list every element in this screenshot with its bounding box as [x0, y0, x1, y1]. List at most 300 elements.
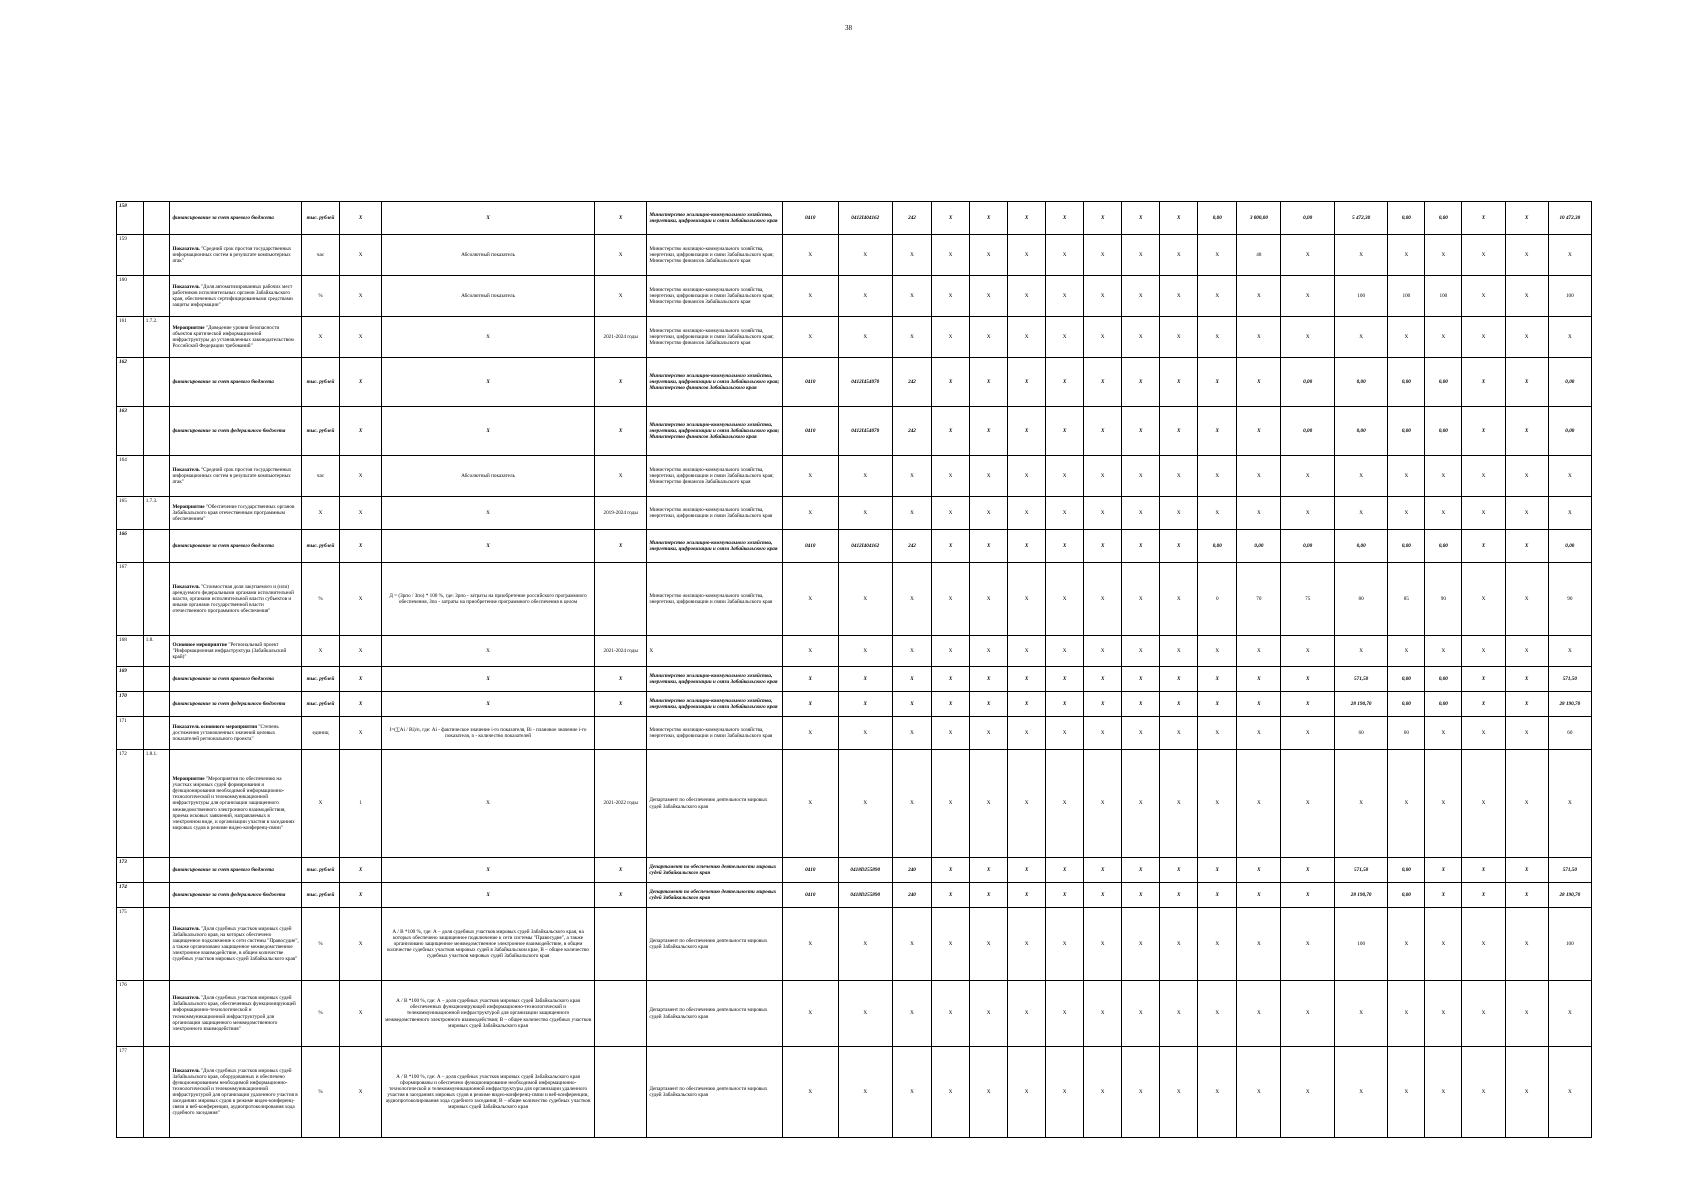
period-cell: Х — [594, 530, 646, 563]
period-cell: 2019-2024 годы — [594, 497, 646, 530]
executor-cell: Министерство жилищно-коммунального хозяйства, энергетики, цифровизации и связи Забайкальского края — [647, 717, 783, 750]
value-cell: Х — [1505, 1047, 1548, 1138]
value-cell: Х — [1505, 981, 1548, 1047]
value-cell: 0,00 — [1198, 202, 1237, 235]
value-cell: 0,00 — [1425, 407, 1462, 456]
method-cell: Х — [382, 317, 595, 358]
value-cell: Х — [1008, 981, 1046, 1047]
value-cell: Х — [1237, 981, 1281, 1047]
value-cell: Х — [1046, 276, 1084, 317]
value-cell: Х — [1505, 456, 1548, 497]
value-cell: Х — [932, 981, 970, 1047]
row-number-cell: 175 — [117, 908, 144, 981]
weight-cell: Х — [340, 563, 382, 636]
table-row — [117, 497, 1592, 530]
row-name-cell — [170, 667, 302, 692]
value-cell: Х — [1198, 1047, 1237, 1138]
executor-cell: Министерство жилищно-коммунального хозяйства, энергетики, цифровизации и связи Забайкальского края; Министерство финансов Забайкальского края — [647, 358, 783, 407]
value-cell: 0,00 — [1281, 530, 1334, 563]
value-cell: Х — [1122, 530, 1160, 563]
method-cell: Х — [382, 407, 595, 456]
weight-cell: Х — [340, 456, 382, 497]
method-cell: Абсолютный показатель — [382, 276, 595, 317]
executor-cell: Департамент по обеспечению деятельности мировых судей Забайкальского края — [647, 981, 783, 1047]
value-cell: Х — [1084, 717, 1122, 750]
method-cell: Х — [382, 692, 595, 717]
value-cell: Х — [970, 202, 1008, 235]
period-cell: Х — [594, 358, 646, 407]
period-cell: 2021-2022 годы — [594, 750, 646, 858]
value-cell: Х — [1425, 858, 1462, 883]
value-cell: Х — [970, 667, 1008, 692]
row-code-cell: 1.8.1. — [143, 750, 170, 858]
period-cell — [594, 1047, 646, 1138]
value-cell: Х — [1198, 717, 1237, 750]
period-cell: 2021-2024 годы — [594, 317, 646, 358]
value-cell: Х — [932, 456, 970, 497]
row-name-cell — [170, 317, 302, 358]
value-cell: 0,00 — [1388, 692, 1425, 717]
value-cell: Х — [1237, 883, 1281, 908]
value-cell: Х — [1281, 692, 1334, 717]
executor-cell: Министерство жилищно-коммунального хозяйства, энергетики, цифровизации и связи Забайкальского края; Министерство финансов Забайкальского края — [647, 456, 783, 497]
value-cell: Х — [1008, 883, 1046, 908]
unit-cell: % — [302, 908, 340, 981]
value-cell: Х — [1160, 717, 1198, 750]
value-cell: Х — [1198, 636, 1237, 667]
value-cell: 0410 — [783, 883, 839, 908]
value-cell: Х — [1198, 883, 1237, 908]
value-cell: Х — [970, 908, 1008, 981]
period-cell: Х — [594, 692, 646, 717]
value-cell: Х — [783, 981, 839, 1047]
value-cell: Х — [1198, 456, 1237, 497]
value-cell: Х — [892, 667, 931, 692]
row-name-text: "Степень достижения установленных значений целевых показателей регионального проекта" — [172, 723, 279, 743]
value-cell: Х — [1160, 530, 1198, 563]
method-cell: А / В *100 %, где: А – доля судебных участков мировых судей Забайкальского края, на которых обеспечено защищенное подключение к сети системы "Правосудие", а также организовано защищенное межведомственное электронное взаимодействие, в общем количестве судебных участков мировых судей в Забайкальском крае, В – общее количество судебных участков мировых судей Забайкальского края — [382, 908, 595, 981]
table-body — [117, 202, 1592, 1138]
value-cell: Х — [1084, 407, 1122, 456]
value-cell: Х — [1462, 407, 1505, 456]
value-cell: Х — [1425, 1047, 1462, 1138]
row-name-cell — [170, 1047, 302, 1138]
weight-cell: Х — [340, 497, 382, 530]
period-cell: Х — [594, 667, 646, 692]
value-cell: Х — [1122, 908, 1160, 981]
value-cell: Х — [1046, 1047, 1084, 1138]
value-cell: Х — [970, 276, 1008, 317]
value-cell: 571,50 — [1334, 858, 1387, 883]
unit-cell: час — [302, 456, 340, 497]
value-cell: Х — [1122, 235, 1160, 276]
value-cell: Х — [932, 407, 970, 456]
value-cell: Х — [932, 717, 970, 750]
value-cell: 100 — [1334, 276, 1387, 317]
row-code-cell — [143, 530, 170, 563]
row-name-cell — [170, 456, 302, 497]
value-cell: Х — [1084, 883, 1122, 908]
table-row — [117, 908, 1592, 981]
value-cell: Х — [970, 981, 1008, 1047]
value-cell: Х — [1008, 692, 1046, 717]
value-cell: Х — [1281, 883, 1334, 908]
value-cell: Х — [970, 883, 1008, 908]
value-cell: Х — [1046, 667, 1084, 692]
value-cell: Х — [1084, 456, 1122, 497]
value-cell: Х — [1425, 750, 1462, 858]
executor-cell: Департамент по обеспечению деятельности мировых судей Забайкальского края — [647, 858, 783, 883]
unit-cell: тыс. рублей — [302, 883, 340, 908]
row-code-cell — [143, 692, 170, 717]
value-cell: 0410 — [783, 202, 839, 235]
value-cell: Х — [1237, 407, 1281, 456]
weight-cell: Х — [340, 667, 382, 692]
value-cell: Х — [892, 563, 931, 636]
value-cell: 48 — [1237, 235, 1281, 276]
row-number-cell: 172 — [117, 750, 144, 858]
value-cell: Х — [1160, 235, 1198, 276]
value-cell: 0410 — [783, 858, 839, 883]
value-cell: 0418D255890 — [838, 858, 892, 883]
row-name-text: "Средний срок простоя государственных информационных систем в результате компьютерных атак" — [172, 466, 292, 486]
value-cell: Х — [1198, 908, 1237, 981]
value-cell: Х — [1462, 276, 1505, 317]
value-cell: Х — [1122, 202, 1160, 235]
value-cell: Х — [1122, 883, 1160, 908]
value-cell: Х — [1046, 358, 1084, 407]
value-cell: Х — [1237, 636, 1281, 667]
value-cell: Х — [970, 717, 1008, 750]
value-cell: Х — [1046, 407, 1084, 456]
value-cell: Х — [970, 636, 1008, 667]
value-cell: Х — [1334, 750, 1387, 858]
method-cell: А / В *100 %, где: А – доля судебных участков мировых судей Забайкальского края обеспеченных функционирующей информационно-технологической и телекоммуникационной инфраструктурой для организации защищенного межведомственного электронного взаимодействия; В – общее количество судебных участков мировых судей Забайкальского края — [382, 981, 595, 1047]
row-label: Показатель — [172, 1067, 200, 1074]
method-cell: Х — [382, 530, 595, 563]
value-cell: Х — [1505, 750, 1548, 858]
value-cell: Х — [838, 717, 892, 750]
value-cell: Х — [1505, 235, 1548, 276]
value-cell: Х — [1160, 202, 1198, 235]
row-name-text: "Мероприятия по обеспечению на участках мировых судей формирования и функционирования необходимой информационно-технологической и телекоммуникационной инфраструктуры для организации защищенного межведомственного электронного взаимодействия, приема исковых заявлений, направляемых в электронном виде, и организации участия в заседаниях мировых судов в режиме видео-конференц-связи" — [172, 775, 295, 831]
value-cell: Х — [783, 717, 839, 750]
period-cell: Х — [594, 883, 646, 908]
value-cell: Х — [1046, 497, 1084, 530]
value-cell: Х — [838, 497, 892, 530]
row-number-cell: 161 — [117, 317, 144, 358]
method-cell: Д = (Зрпо / Зпо) * 100 %, где: Зрпо - затраты на приобретение российского программного обеспечения, Зпо - затраты на приобретение программного обеспечения в целом — [382, 563, 595, 636]
row-name-text: финансирование за счет краевого бюджета — [172, 866, 274, 873]
value-cell: Х — [1462, 497, 1505, 530]
row-name-cell — [170, 235, 302, 276]
table-row — [117, 407, 1592, 456]
row-label: Мероприятие — [172, 775, 205, 782]
value-cell: Х — [1425, 317, 1462, 358]
value-cell: Х — [1046, 456, 1084, 497]
table-row — [117, 717, 1592, 750]
row-name-text: финансирование за счет федерального бюджета — [172, 700, 286, 707]
row-name-cell — [170, 636, 302, 667]
value-cell: 0,00 — [1388, 202, 1425, 235]
value-cell: Х — [1046, 235, 1084, 276]
value-cell: Х — [838, 981, 892, 1047]
value-cell: Х — [1237, 358, 1281, 407]
value-cell: Х — [932, 883, 970, 908]
value-cell: Х — [1237, 692, 1281, 717]
row-code-cell: 1.7.2. — [143, 317, 170, 358]
value-cell: Х — [1505, 202, 1548, 235]
value-cell: Х — [1462, 717, 1505, 750]
value-cell: Х — [1462, 667, 1505, 692]
value-cell: Х — [1122, 636, 1160, 667]
weight-cell: Х — [340, 858, 382, 883]
table-row — [117, 667, 1592, 692]
executor-cell: Департамент по обеспечению деятельности мировых судей Забайкальского края — [647, 908, 783, 981]
value-cell: 571,50 — [1548, 858, 1591, 883]
value-cell: Х — [1462, 692, 1505, 717]
weight-cell: Х — [340, 692, 382, 717]
value-cell: 0,00 — [1334, 530, 1387, 563]
row-name-cell — [170, 497, 302, 530]
value-cell: Х — [892, 692, 931, 717]
value-cell: 0,00 — [1388, 530, 1425, 563]
period-cell — [594, 981, 646, 1047]
value-cell: 100 — [1548, 276, 1591, 317]
value-cell: Х — [1388, 235, 1425, 276]
row-number-cell: 169 — [117, 667, 144, 692]
period-cell: Х — [594, 202, 646, 235]
value-cell: Х — [1198, 276, 1237, 317]
value-cell: Х — [1548, 1047, 1591, 1138]
value-cell: Х — [1388, 317, 1425, 358]
value-cell: 0412I404162 — [838, 530, 892, 563]
value-cell: Х — [932, 563, 970, 636]
value-cell: Х — [783, 235, 839, 276]
executor-cell: Министерство жилищно-коммунального хозяйства, энергетики, цифровизации и связи Забайкальского края; Министерство финансов Забайкальского края — [647, 235, 783, 276]
value-cell: Х — [1462, 750, 1505, 858]
unit-cell: тыс. рублей — [302, 407, 340, 456]
value-cell: 0,00 — [1281, 358, 1334, 407]
value-cell: Х — [783, 276, 839, 317]
value-cell: Х — [1237, 750, 1281, 858]
row-number-cell: 158 — [117, 202, 144, 235]
value-cell: 3 000,00 — [1237, 202, 1281, 235]
value-cell: Х — [970, 317, 1008, 358]
value-cell: Х — [1084, 497, 1122, 530]
value-cell: 0,00 — [1548, 407, 1591, 456]
value-cell: Х — [970, 692, 1008, 717]
row-name-cell — [170, 407, 302, 456]
value-cell: 571,50 — [1334, 667, 1387, 692]
method-cell: Абсолютный показатель — [382, 235, 595, 276]
table-row — [117, 750, 1592, 858]
row-name-cell — [170, 750, 302, 858]
executor-cell: Министерство жилищно-коммунального хозяйства, энергетики, цифровизации и связи Забайкальского края — [647, 497, 783, 530]
value-cell: Х — [1281, 981, 1334, 1047]
value-cell: Х — [1237, 497, 1281, 530]
value-cell: Х — [1122, 317, 1160, 358]
program-table — [116, 201, 1592, 1138]
weight-cell: Х — [340, 883, 382, 908]
value-cell: Х — [783, 908, 839, 981]
value-cell: Х — [1462, 530, 1505, 563]
row-name-text: финансирование за счет краевого бюджета — [172, 675, 274, 682]
value-cell: Х — [1084, 981, 1122, 1047]
value-cell: Х — [1084, 276, 1122, 317]
row-number-cell: 166 — [117, 530, 144, 563]
row-label: Показатель основного мероприятия — [172, 723, 258, 730]
value-cell: 242 — [892, 202, 931, 235]
value-cell: Х — [1160, 692, 1198, 717]
unit-cell: час — [302, 235, 340, 276]
value-cell: Х — [1237, 317, 1281, 358]
method-cell: Х — [382, 497, 595, 530]
value-cell: Х — [1548, 497, 1591, 530]
row-number-cell: 167 — [117, 563, 144, 636]
value-cell: 0,00 — [1548, 358, 1591, 407]
page-number: 38 — [845, 24, 852, 32]
value-cell: Х — [1160, 667, 1198, 692]
value-cell: Х — [932, 530, 970, 563]
row-name-text: "Доля судебных участков мировых судей Забайкальского края, обеспеченных функционирующей информационно-технологической и телекоммуникационной инфраструктурой для организации защищенного межведомственного электронного взаимодействия" — [172, 995, 296, 1032]
value-cell: 0410 — [783, 358, 839, 407]
value-cell: Х — [1198, 497, 1237, 530]
value-cell: Х — [838, 563, 892, 636]
executor-cell: Министерство жилищно-коммунального хозяйства, энергетики, цифровизации и связи Забайкальского края — [647, 202, 783, 235]
value-cell: 0412I404162 — [838, 202, 892, 235]
value-cell: Х — [838, 276, 892, 317]
weight-cell: Х — [340, 202, 382, 235]
value-cell: Х — [1084, 636, 1122, 667]
row-number-cell: 170 — [117, 692, 144, 717]
value-cell: Х — [1084, 908, 1122, 981]
value-cell: 100 — [1388, 276, 1425, 317]
value-cell: Х — [1388, 981, 1425, 1047]
value-cell: Х — [892, 235, 931, 276]
value-cell: Х — [1008, 456, 1046, 497]
value-cell: Х — [1160, 563, 1198, 636]
table-row — [117, 692, 1592, 717]
row-name-text: финансирование за счет краевого бюджета — [172, 214, 274, 221]
value-cell: Х — [1046, 317, 1084, 358]
value-cell: Х — [932, 497, 970, 530]
row-number-cell: 159 — [117, 235, 144, 276]
value-cell: 240 — [892, 858, 931, 883]
row-name-cell — [170, 692, 302, 717]
row-name-text: "Доля судебных участков мировых судей Забайкальского края, на которых обеспечено защищенное подключение к сети системы "Правосудие", а также организовано защищенное межведомственное электронное взаимодействие, в общем количестве судебных участков мировых судей Забайкальского края" — [172, 925, 299, 963]
row-name-text: "Стоимостная доля закупаемого и (или) арендуемого федеральными органами исполнительной власти, органами исполнительной власти субъектов и иными органами государственной власти отечественного программного обеспечения" — [172, 583, 294, 615]
value-cell: Х — [970, 456, 1008, 497]
table-row — [117, 636, 1592, 667]
row-number-cell: 164 — [117, 456, 144, 497]
weight-cell: Х — [340, 981, 382, 1047]
executor-cell: Министерство жилищно-коммунального хозяйства, энергетики, цифровизации и связи Забайкальского края — [647, 563, 783, 636]
value-cell: Х — [970, 858, 1008, 883]
value-cell: Х — [1462, 883, 1505, 908]
value-cell: 80 — [1334, 563, 1387, 636]
unit-cell: тыс. рублей — [302, 858, 340, 883]
value-cell: Х — [1505, 563, 1548, 636]
row-label: Мероприятие — [172, 503, 205, 510]
value-cell: Х — [1084, 530, 1122, 563]
value-cell: Х — [1334, 317, 1387, 358]
value-cell: Х — [1122, 407, 1160, 456]
value-cell: Х — [1198, 981, 1237, 1047]
value-cell: Х — [1008, 636, 1046, 667]
value-cell: Х — [1008, 750, 1046, 858]
row-number-cell: 163 — [117, 407, 144, 456]
value-cell: Х — [1334, 235, 1387, 276]
weight-cell: Х — [340, 276, 382, 317]
value-cell: Х — [783, 636, 839, 667]
value-cell: Х — [1505, 636, 1548, 667]
row-code-cell — [143, 1047, 170, 1138]
value-cell: Х — [1425, 636, 1462, 667]
unit-cell: % — [302, 1047, 340, 1138]
value-cell: Х — [838, 750, 892, 858]
table-row — [117, 563, 1592, 636]
value-cell: 0,00 — [1388, 858, 1425, 883]
value-cell: Х — [932, 202, 970, 235]
table-row — [117, 202, 1592, 235]
value-cell: 0,00 — [1388, 407, 1425, 456]
value-cell: 70 — [1237, 563, 1281, 636]
row-name-text: финансирование за счет краевого бюджета — [172, 378, 274, 385]
value-cell: 0,00 — [1198, 530, 1237, 563]
value-cell: Х — [1046, 636, 1084, 667]
unit-cell: % — [302, 276, 340, 317]
row-label: Основное мероприятие — [172, 641, 228, 648]
row-name-cell — [170, 563, 302, 636]
value-cell: Х — [1425, 883, 1462, 908]
table-row — [117, 858, 1592, 883]
unit-cell: тыс. рублей — [302, 358, 340, 407]
value-cell: Х — [1425, 908, 1462, 981]
value-cell: Х — [1122, 692, 1160, 717]
row-number-cell: 160 — [117, 276, 144, 317]
executor-cell: Министерство жилищно-коммунального хозяйства, энергетики, цифровизации и связи Забайкальского края; Министерство финансов Забайкальского края — [647, 407, 783, 456]
executor-cell: Департамент по обеспечению деятельности мировых судей Забайкальского края — [647, 750, 783, 858]
row-code-cell — [143, 235, 170, 276]
period-cell — [594, 908, 646, 981]
value-cell: Х — [932, 908, 970, 981]
value-cell: Х — [1462, 1047, 1505, 1138]
value-cell: Х — [1548, 636, 1591, 667]
value-cell: Х — [838, 667, 892, 692]
value-cell: Х — [1462, 563, 1505, 636]
value-cell: Х — [1281, 908, 1334, 981]
method-cell: Х — [382, 202, 595, 235]
value-cell: 0,00 — [1388, 358, 1425, 407]
value-cell: 28 190,70 — [1548, 692, 1591, 717]
value-cell: Х — [1122, 456, 1160, 497]
value-cell: Х — [1084, 1047, 1122, 1138]
value-cell: Х — [1046, 908, 1084, 981]
value-cell: Х — [783, 317, 839, 358]
value-cell: Х — [1008, 717, 1046, 750]
row-name-cell — [170, 981, 302, 1047]
table-row — [117, 883, 1592, 908]
value-cell: Х — [1237, 1047, 1281, 1138]
value-cell: Х — [1046, 883, 1084, 908]
value-cell: Х — [932, 692, 970, 717]
value-cell: Х — [1198, 317, 1237, 358]
row-code-cell — [143, 456, 170, 497]
row-code-cell — [143, 858, 170, 883]
value-cell: 571,50 — [1548, 667, 1591, 692]
row-number-cell: 177 — [117, 1047, 144, 1138]
